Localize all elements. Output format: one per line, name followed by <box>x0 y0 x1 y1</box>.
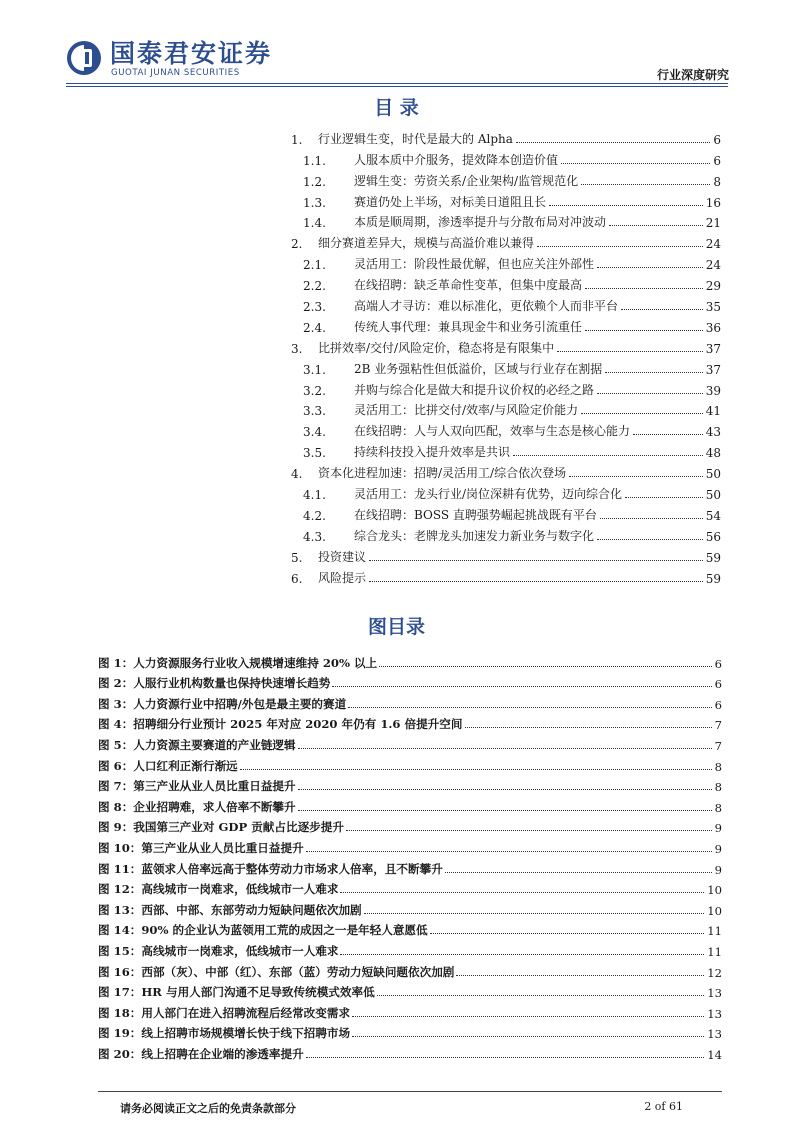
figure-entry-title: 图 11：蓝领求人倍率远高于整体劳动力市场求人倍率，且不断攀升 <box>98 861 443 876</box>
toc-entry-title: 比拼效率/交付/风险定价，稳态将是有限集中 <box>318 340 555 355</box>
dot-leader <box>597 393 703 394</box>
dot-leader <box>298 789 712 790</box>
dot-leader <box>585 288 703 289</box>
figure-entry[interactable] <box>98 1000 722 1021</box>
toc-entry-title: 灵活用工：阶段性最优解，但也应关注外部性 <box>354 257 595 272</box>
company-logo-icon <box>66 40 102 76</box>
dot-leader <box>306 851 712 852</box>
toc-entry[interactable] <box>291 251 721 272</box>
toc-entry-title: 在线招聘：BOSS 直聘强势崛起挑战既有平台 <box>354 507 597 522</box>
toc-entry-page: 59 <box>705 550 721 565</box>
toc-entry[interactable] <box>291 481 721 502</box>
figure-entry[interactable] <box>98 794 722 815</box>
figure-entry-title: 图 15：高线城市一岗难求，低线城市一人难求 <box>98 943 339 958</box>
figure-entry-page: 6 <box>714 656 722 671</box>
dot-leader <box>298 810 712 811</box>
figure-entry-title: 图 1：人力资源服务行业收入规模增速维持 20% 以上 <box>98 655 378 670</box>
toc-entry-page: 21 <box>705 216 721 231</box>
toc-entry-page: 36 <box>705 320 721 335</box>
page-number: 2 of 61 <box>644 1100 683 1113</box>
figure-entry-page: 9 <box>714 841 722 856</box>
toc-entry-number: 1.2. <box>303 174 326 189</box>
toc-entry-page: 59 <box>705 571 721 586</box>
toc-entry-page: 37 <box>705 362 721 377</box>
toc-entry-number: 1.4. <box>303 216 326 231</box>
figure-entry-page: 10 <box>707 883 722 898</box>
dot-leader <box>609 225 703 226</box>
dot-leader <box>298 748 712 749</box>
toc-entry-title: 传统人事代理：兼具现金牛和业务引流重任 <box>354 319 583 334</box>
toc-entry-number: 2.3. <box>303 300 326 315</box>
dot-leader <box>537 246 703 247</box>
dot-leader <box>369 560 703 561</box>
dot-leader <box>379 666 711 667</box>
dot-leader <box>597 539 703 540</box>
toc-entry-number: 4.2. <box>303 508 326 523</box>
dot-leader <box>352 1016 704 1017</box>
dot-leader <box>332 686 711 687</box>
toc-entry-title: 持续科技投入提升效率是共识 <box>354 445 511 460</box>
figure-entry-page: 9 <box>714 862 722 877</box>
figure-entry[interactable] <box>98 732 722 753</box>
figure-entry[interactable] <box>98 691 722 712</box>
figure-entry-title: 图 10：第三产业从业人员比重日益提升 <box>98 840 304 855</box>
toc-entry[interactable] <box>291 356 721 377</box>
figure-entry-page: 6 <box>714 677 722 692</box>
figure-entry-title: 图 5：人力资源主要赛道的产业链逻辑 <box>98 737 296 752</box>
toc-entry[interactable] <box>291 544 721 565</box>
dot-leader <box>561 163 710 164</box>
toc-entry[interactable] <box>291 398 721 419</box>
toc-entry-number: 4.1. <box>303 488 326 503</box>
figure-entry-title: 图 18：用人部门在进入招聘流程后经常改变需求 <box>98 1005 351 1020</box>
figure-list <box>98 650 722 1062</box>
toc-entry-page: 43 <box>705 425 721 440</box>
figure-list-title: 图目录 <box>367 616 425 638</box>
figure-entry-page: 13 <box>707 1006 722 1021</box>
toc-entry-page: 56 <box>705 529 721 544</box>
figure-entry-page: 7 <box>714 738 722 753</box>
toc-entry-number: 3. <box>291 341 303 356</box>
toc-entry-title: 2B 业务强粘性但低溢价，区域与行业存在割据 <box>354 361 603 376</box>
toc-entry-page: 54 <box>705 508 721 523</box>
figure-entry[interactable] <box>98 980 722 1001</box>
dot-leader <box>340 892 704 893</box>
toc-entry-page: 8 <box>713 174 721 189</box>
toc-entry[interactable] <box>291 418 721 439</box>
dot-leader <box>581 413 703 414</box>
toc-entry-number: 4. <box>291 467 303 482</box>
figure-entry[interactable] <box>98 753 722 774</box>
toc-entry-page: 16 <box>705 195 721 210</box>
figure-entry-page: 10 <box>707 903 722 918</box>
figure-entry-title: 图 7：第三产业从业人员比重日益提升 <box>98 779 296 794</box>
figure-entry[interactable] <box>98 835 722 856</box>
figure-entry[interactable] <box>98 815 722 836</box>
company-name-cn: 国泰君安证券 <box>110 39 273 68</box>
toc-entry-title: 在线招聘：人与人双向匹配，效率与生态是核心能力 <box>354 424 631 439</box>
figure-entry[interactable] <box>98 1021 722 1042</box>
toc-entry-title: 风险提示 <box>318 570 367 585</box>
toc-entry-page: 41 <box>705 404 721 419</box>
dot-leader <box>306 1057 705 1058</box>
dot-leader <box>569 476 703 477</box>
dot-leader <box>549 205 703 206</box>
figure-entry-title: 图 4：招聘细分行业预计 2025 年对应 2020 年仍有 1.6 倍提升空间 <box>98 717 463 732</box>
figure-entry-title: 图 8：企业招聘难，求人倍率不断攀升 <box>98 799 296 814</box>
dot-leader <box>340 954 704 955</box>
figure-entry[interactable] <box>98 712 722 733</box>
figure-entry[interactable] <box>98 877 722 898</box>
toc-entry-number: 2.2. <box>303 279 326 294</box>
toc-entry[interactable] <box>291 293 721 314</box>
toc-entry-page: 24 <box>705 258 721 273</box>
toc-entry-number: 3.5. <box>303 446 326 461</box>
figure-entry-title: 图 19：线上招聘市场规模增长快于线下招聘市场 <box>98 1026 351 1041</box>
figure-entry-page: 8 <box>714 759 722 774</box>
figure-entry[interactable] <box>98 671 722 692</box>
figure-entry[interactable] <box>98 650 722 671</box>
figure-entry[interactable] <box>98 1041 722 1062</box>
toc-entry-title: 行业逻辑生变，时代是最大的 Alpha <box>318 131 513 146</box>
toc-entry[interactable] <box>291 272 721 293</box>
toc-entry-title: 细分赛道差异大，规模与高溢价难以兼得 <box>318 236 535 251</box>
figure-entry[interactable] <box>98 938 722 959</box>
dot-leader <box>456 975 704 976</box>
toc-entry-title: 赛道仍处上半场，对标美日道阻且长 <box>354 194 547 209</box>
toc-entry[interactable] <box>291 230 721 251</box>
figure-entry-title: 图 3：人力资源行业中招聘/外包是最主要的赛道 <box>98 696 347 711</box>
footer-divider <box>98 1091 722 1092</box>
dot-leader <box>513 455 703 456</box>
figure-entry-page: 13 <box>707 1027 722 1042</box>
toc-entry-page: 48 <box>705 446 721 461</box>
toc-entry-number: 2.1. <box>303 258 326 273</box>
dot-leader <box>445 872 712 873</box>
dot-leader <box>597 267 703 268</box>
toc-entry[interactable] <box>291 377 721 398</box>
toc-entry[interactable] <box>291 210 721 231</box>
toc-entry-number: 6. <box>291 571 303 586</box>
dot-leader <box>348 707 711 708</box>
toc-entry-title: 综合龙头：老牌龙头加速发力新业务与数字化 <box>354 528 595 543</box>
figure-entry[interactable] <box>98 774 722 795</box>
figure-entry[interactable] <box>98 918 722 939</box>
header-divider <box>66 83 728 84</box>
table-of-contents <box>291 126 721 586</box>
dot-leader <box>633 434 703 435</box>
footer-disclaimer: 请务必阅读正文之后的免责条款部分 <box>120 1102 296 1115</box>
figure-entry-page: 8 <box>714 780 722 795</box>
toc-entry-title: 高端人才寻访：难以标准化，更依赖个人而非平台 <box>354 299 619 314</box>
toc-entry[interactable] <box>291 502 721 523</box>
dot-leader <box>352 1036 704 1037</box>
dot-leader <box>516 142 710 143</box>
toc-entry[interactable] <box>291 314 721 335</box>
report-type: 行业深度研究 <box>656 68 729 82</box>
figure-entry-page: 11 <box>707 944 722 959</box>
page-header <box>0 0 793 95</box>
figure-entry-page: 8 <box>714 800 722 815</box>
toc-entry-title: 投资建议 <box>318 549 367 564</box>
figure-entry-page: 6 <box>714 697 722 712</box>
dot-leader <box>621 309 703 310</box>
toc-entry-number: 3.1. <box>303 362 326 377</box>
figure-entry[interactable] <box>98 897 722 918</box>
figure-entry-title: 图 20：线上招聘在企业端的渗透率提升 <box>98 1046 304 1061</box>
toc-entry-page: 50 <box>705 467 721 482</box>
toc-entry[interactable] <box>291 189 721 210</box>
figure-entry-page: 11 <box>707 924 722 939</box>
figure-entry-page: 7 <box>714 718 722 733</box>
figure-entry-title: 图 14：90% 的企业认为蓝领用工荒的成因之一是年轻人意愿低 <box>98 923 428 938</box>
toc-entry-number: 3.2. <box>303 383 326 398</box>
toc-entry-number: 2.4. <box>303 320 326 335</box>
toc-entry-number: 3.4. <box>303 425 326 440</box>
figure-entry-title: 图 2：人服行业机构数量也保持快速增长趋势 <box>98 676 331 691</box>
toc-entry-page: 6 <box>713 132 721 147</box>
figure-entry-page: 13 <box>707 986 722 1001</box>
figure-entry-title: 图 12：高线城市一岗难求，低线城市一人难求 <box>98 882 339 897</box>
toc-entry-number: 1.3. <box>303 195 326 210</box>
toc-entry-number: 4.3. <box>303 529 326 544</box>
dot-leader <box>346 830 712 831</box>
toc-entry[interactable] <box>291 523 721 544</box>
toc-entry-number: 2. <box>291 237 303 252</box>
toc-entry-title: 逻辑生变：劳资关系/企业架构/监管规范化 <box>354 173 579 188</box>
toc-entry[interactable] <box>291 335 721 356</box>
toc-entry[interactable] <box>291 460 721 481</box>
toc-entry[interactable] <box>291 565 721 586</box>
toc-entry-page: 35 <box>705 300 721 315</box>
toc-entry-title: 并购与综合化是做大和提升议价权的必经之路 <box>354 382 595 397</box>
company-name-en: GUOTAI JUNAN SECURITIES <box>111 68 240 78</box>
header-divider-secondary <box>66 86 728 87</box>
toc-entry-page: 37 <box>705 341 721 356</box>
figure-entry-title: 图 9：我国第三产业对 GDP 贡献占比逐步提升 <box>98 820 344 835</box>
toc-entry[interactable] <box>291 126 721 147</box>
toc-entry[interactable] <box>291 439 721 460</box>
dot-leader <box>369 581 703 582</box>
toc-entry-page: 6 <box>713 153 721 168</box>
dot-leader <box>605 372 702 373</box>
toc-entry-title: 灵活用工：比拼交付/效率/与风险定价能力 <box>354 403 579 418</box>
figure-entry-title: 图 13：西部、中部、东部劳动力短缺问题依次加剧 <box>98 902 362 917</box>
toc-entry-page: 50 <box>705 488 721 503</box>
toc-entry-page: 39 <box>705 383 721 398</box>
toc-entry-page: 29 <box>705 279 721 294</box>
figure-entry-title: 图 6：人口红利正渐行渐远 <box>98 758 238 773</box>
figure-entry-page: 12 <box>707 965 722 980</box>
toc-entry-page: 24 <box>705 237 721 252</box>
toc-entry-number: 3.3. <box>303 404 326 419</box>
toc-entry-number: 1. <box>291 132 303 147</box>
dot-leader <box>581 184 710 185</box>
dot-leader <box>465 727 712 728</box>
dot-leader <box>557 351 703 352</box>
figure-entry[interactable] <box>98 856 722 877</box>
toc-entry-title: 资本化进程加速：招聘/灵活用工/综合依次登场 <box>318 466 567 481</box>
toc-entry-number: 1.1. <box>303 153 326 168</box>
figure-entry-page: 9 <box>714 821 722 836</box>
figure-entry-title: 图 17：HR 与用人部门沟通不足导致传统模式效率低 <box>98 985 375 1000</box>
toc-entry-title: 本质是顺周期，渗透率提升与分散布局对冲波动 <box>354 215 607 230</box>
toc-entry[interactable] <box>291 168 721 189</box>
toc-entry-title: 在线招聘：缺乏革命性变革，但集中度最高 <box>354 278 583 293</box>
toc-entry-title: 人服本质中介服务，提效降本创造价值 <box>354 152 559 167</box>
dot-leader <box>364 913 705 914</box>
toc-entry-number: 5. <box>291 550 303 565</box>
toc-title: 目 录 <box>374 97 419 119</box>
toc-entry[interactable] <box>291 147 721 168</box>
figure-entry-title: 图 16：西部（灰）、中部（红）、东部（蓝）劳动力短缺问题依次加剧 <box>98 964 455 979</box>
figure-entry[interactable] <box>98 959 722 980</box>
figure-entry-page: 14 <box>707 1047 722 1062</box>
dot-leader <box>625 497 703 498</box>
dot-leader <box>240 769 712 770</box>
dot-leader <box>585 330 703 331</box>
toc-entry-title: 灵活用工：龙头行业/岗位深耕有优势，迈向综合化 <box>354 487 623 502</box>
dot-leader <box>377 995 705 996</box>
dot-leader <box>430 933 705 934</box>
dot-leader <box>600 518 703 519</box>
